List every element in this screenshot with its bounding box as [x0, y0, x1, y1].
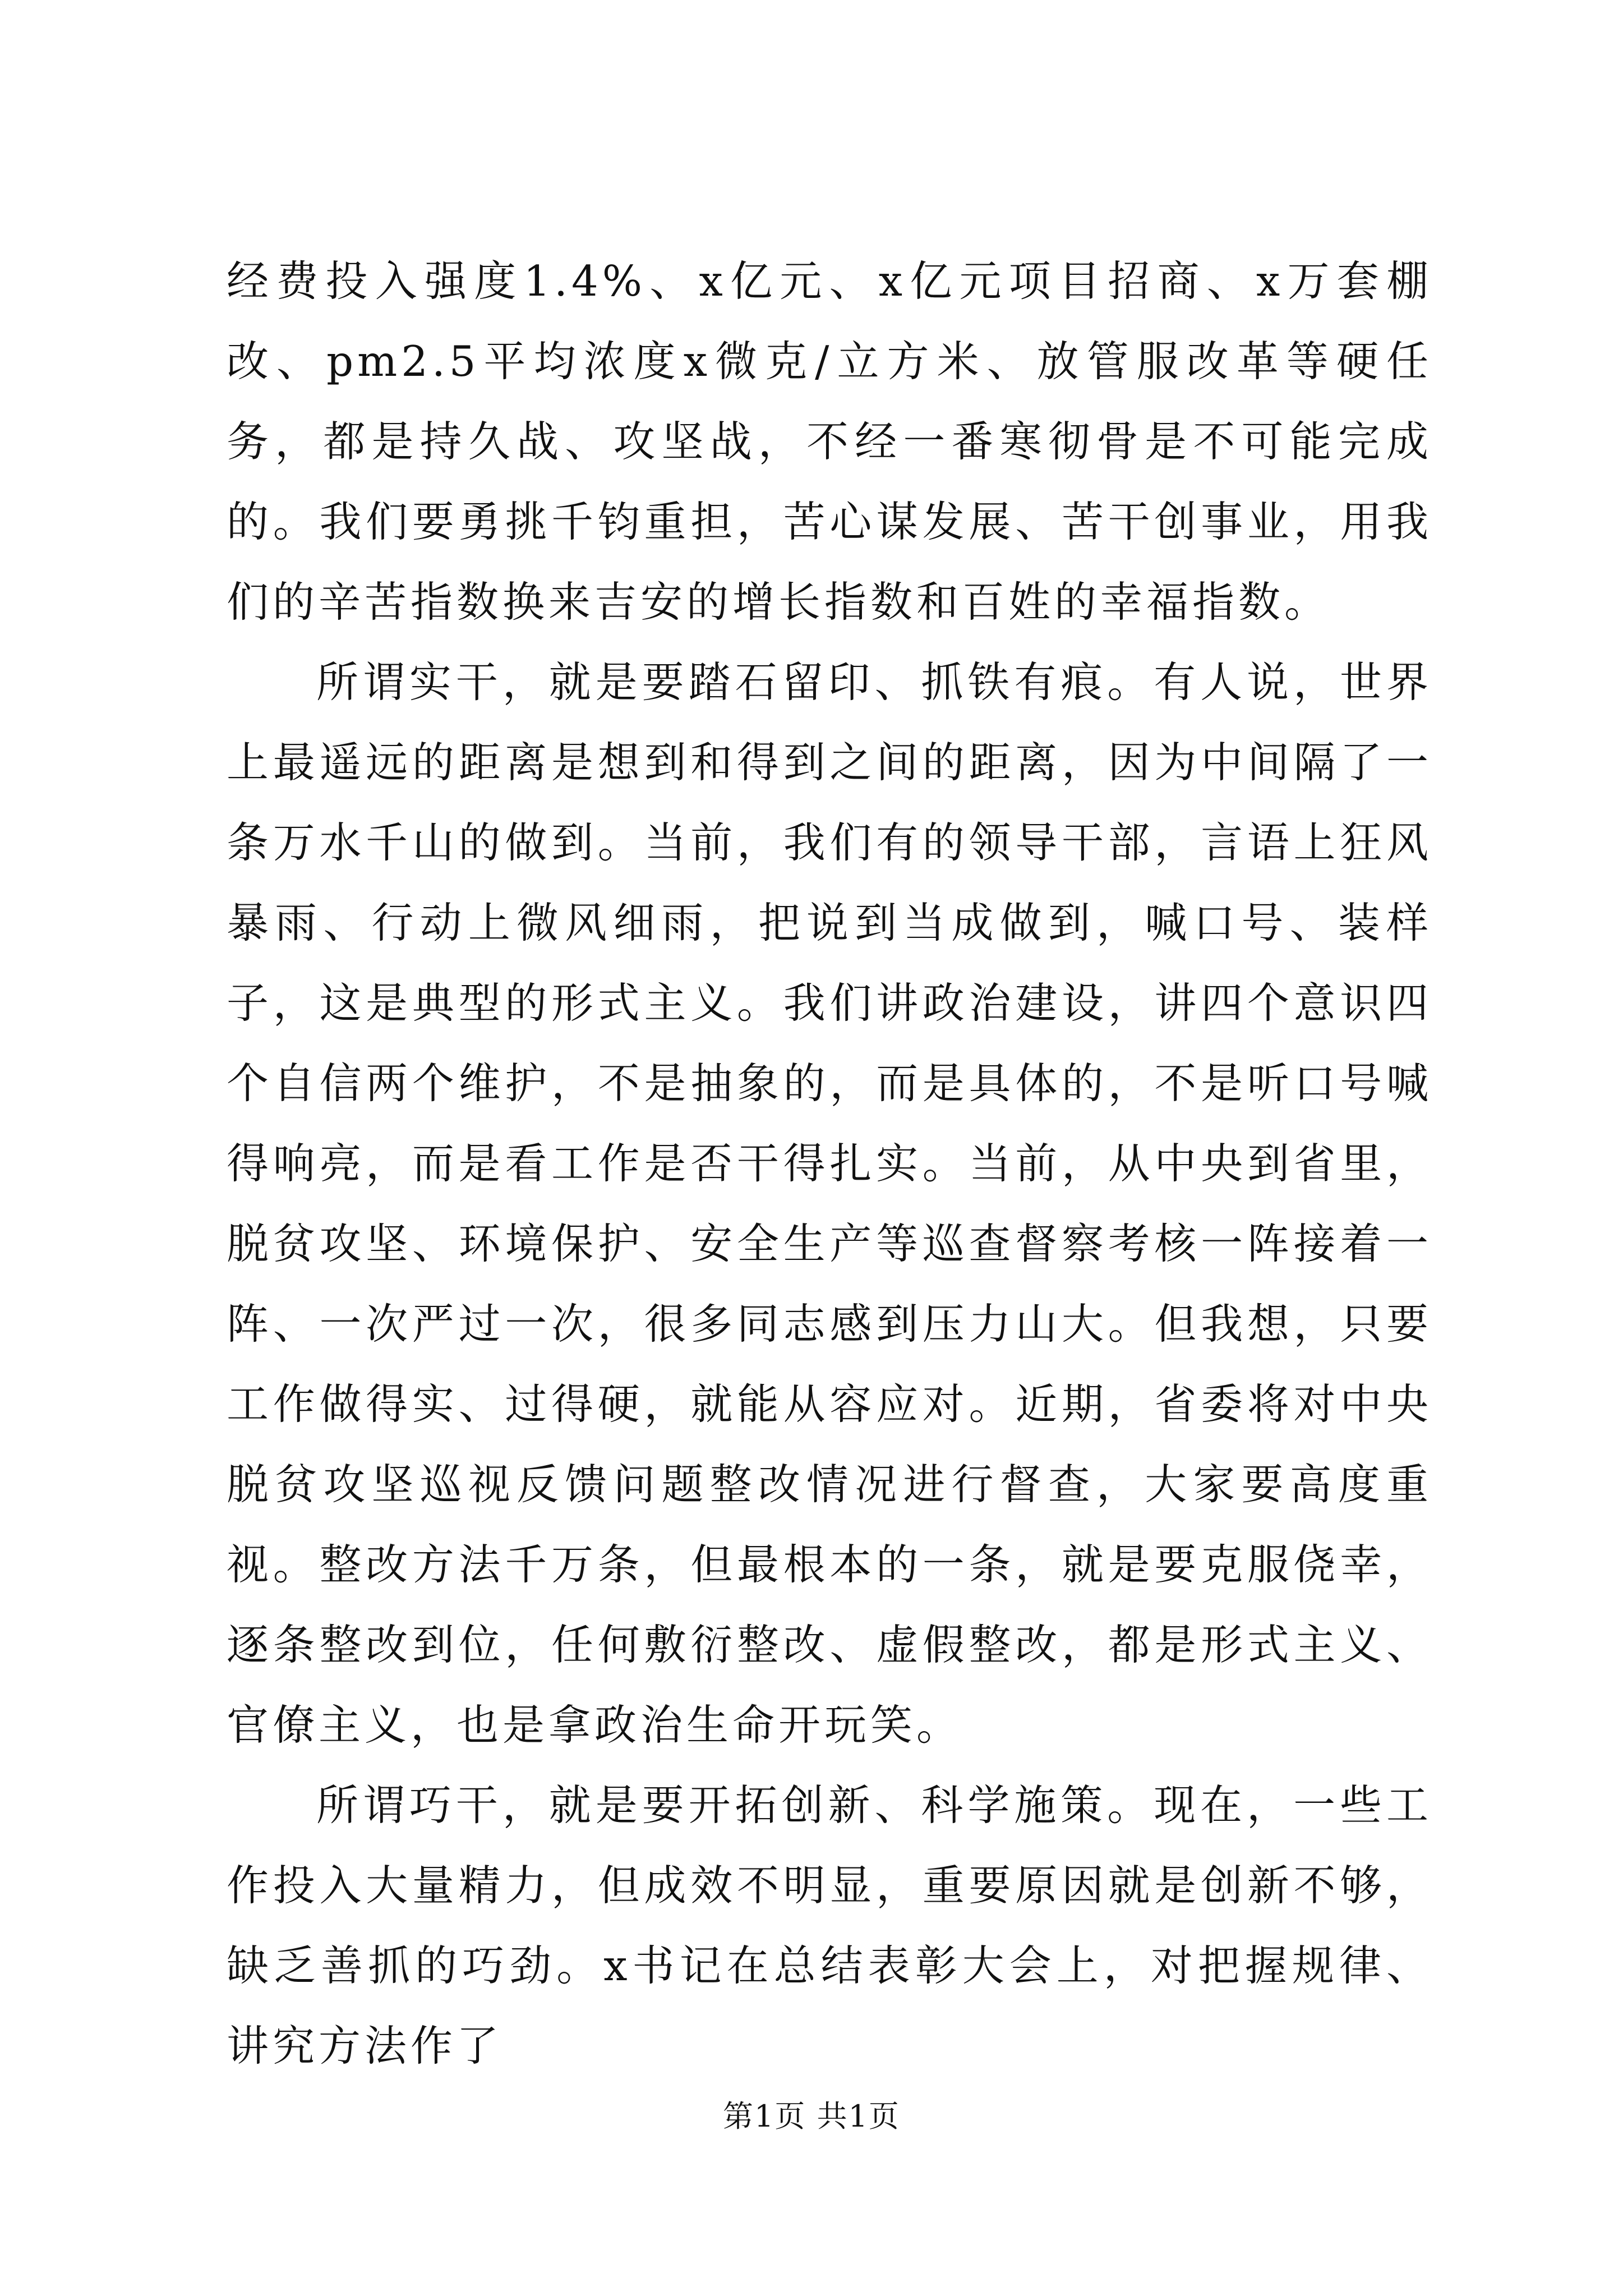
- paragraph-qiaogan: 所谓巧干，就是要开拓创新、科学施策。现在，一些工作投入大量精力，但成效不明显，重要原因就是创新不够，缺乏善抓的巧劲。x书记在总结表彰大会上，对把握规律、讲究方法作了: [227, 1780, 1432, 2070]
- paragraph-shigan: 所谓实干，就是要踏石留印、抓铁有痕。有人说，世界上最遥远的距离是想到和得到之间的距离，因为中间隔了一条万水千山的做到。当前，我们有的领导干部，言语上狂风暴雨、行动上微风细雨，把说到当成做到，喊口号、装样子，这是典型的形式主义。我们讲政治建设，讲四个意识四个自信两个维护，不是抽象的，而是具体的，不是听口号喊得响亮，而是看工作是否干得扎实。当前，从中央到省里，脱贫攻坚、环境保护、安全生产等巡查督察考核一阵接着一阵、一次严过一次，很多同志感到压力山大。但我想，只要工作做得实、过得硬，就能从容应对。近期，省委将对中央脱贫攻坚巡视反馈问题整改情况进行督查，大家要高度重视。整改方法千万条，但最根本的一条，就是要克服侥幸，逐条整改到位，任何敷衍整改、虚假整改，都是形式主义、官僚主义，也是拿政治生命开玩笑。: [227, 657, 1432, 1750]
- document-body: [227, 241, 1432, 2086]
- paragraph-continuation: 经费投入强度1.4%、x亿元、x亿元项目招商、x万套棚改、pm2.5平均浓度x微克/立方米、放管服改革等硬任务，都是持久战、攻坚战，不经一番寒彻骨是不可能完成的。我们要勇挑千钧重担，苦心谋发展、苦干创事业，用我们的辛苦指数换来吉安的增长指数和百姓的幸福指数。: [227, 256, 1432, 627]
- page-footer: 第1页 共1页: [723, 2099, 900, 2134]
